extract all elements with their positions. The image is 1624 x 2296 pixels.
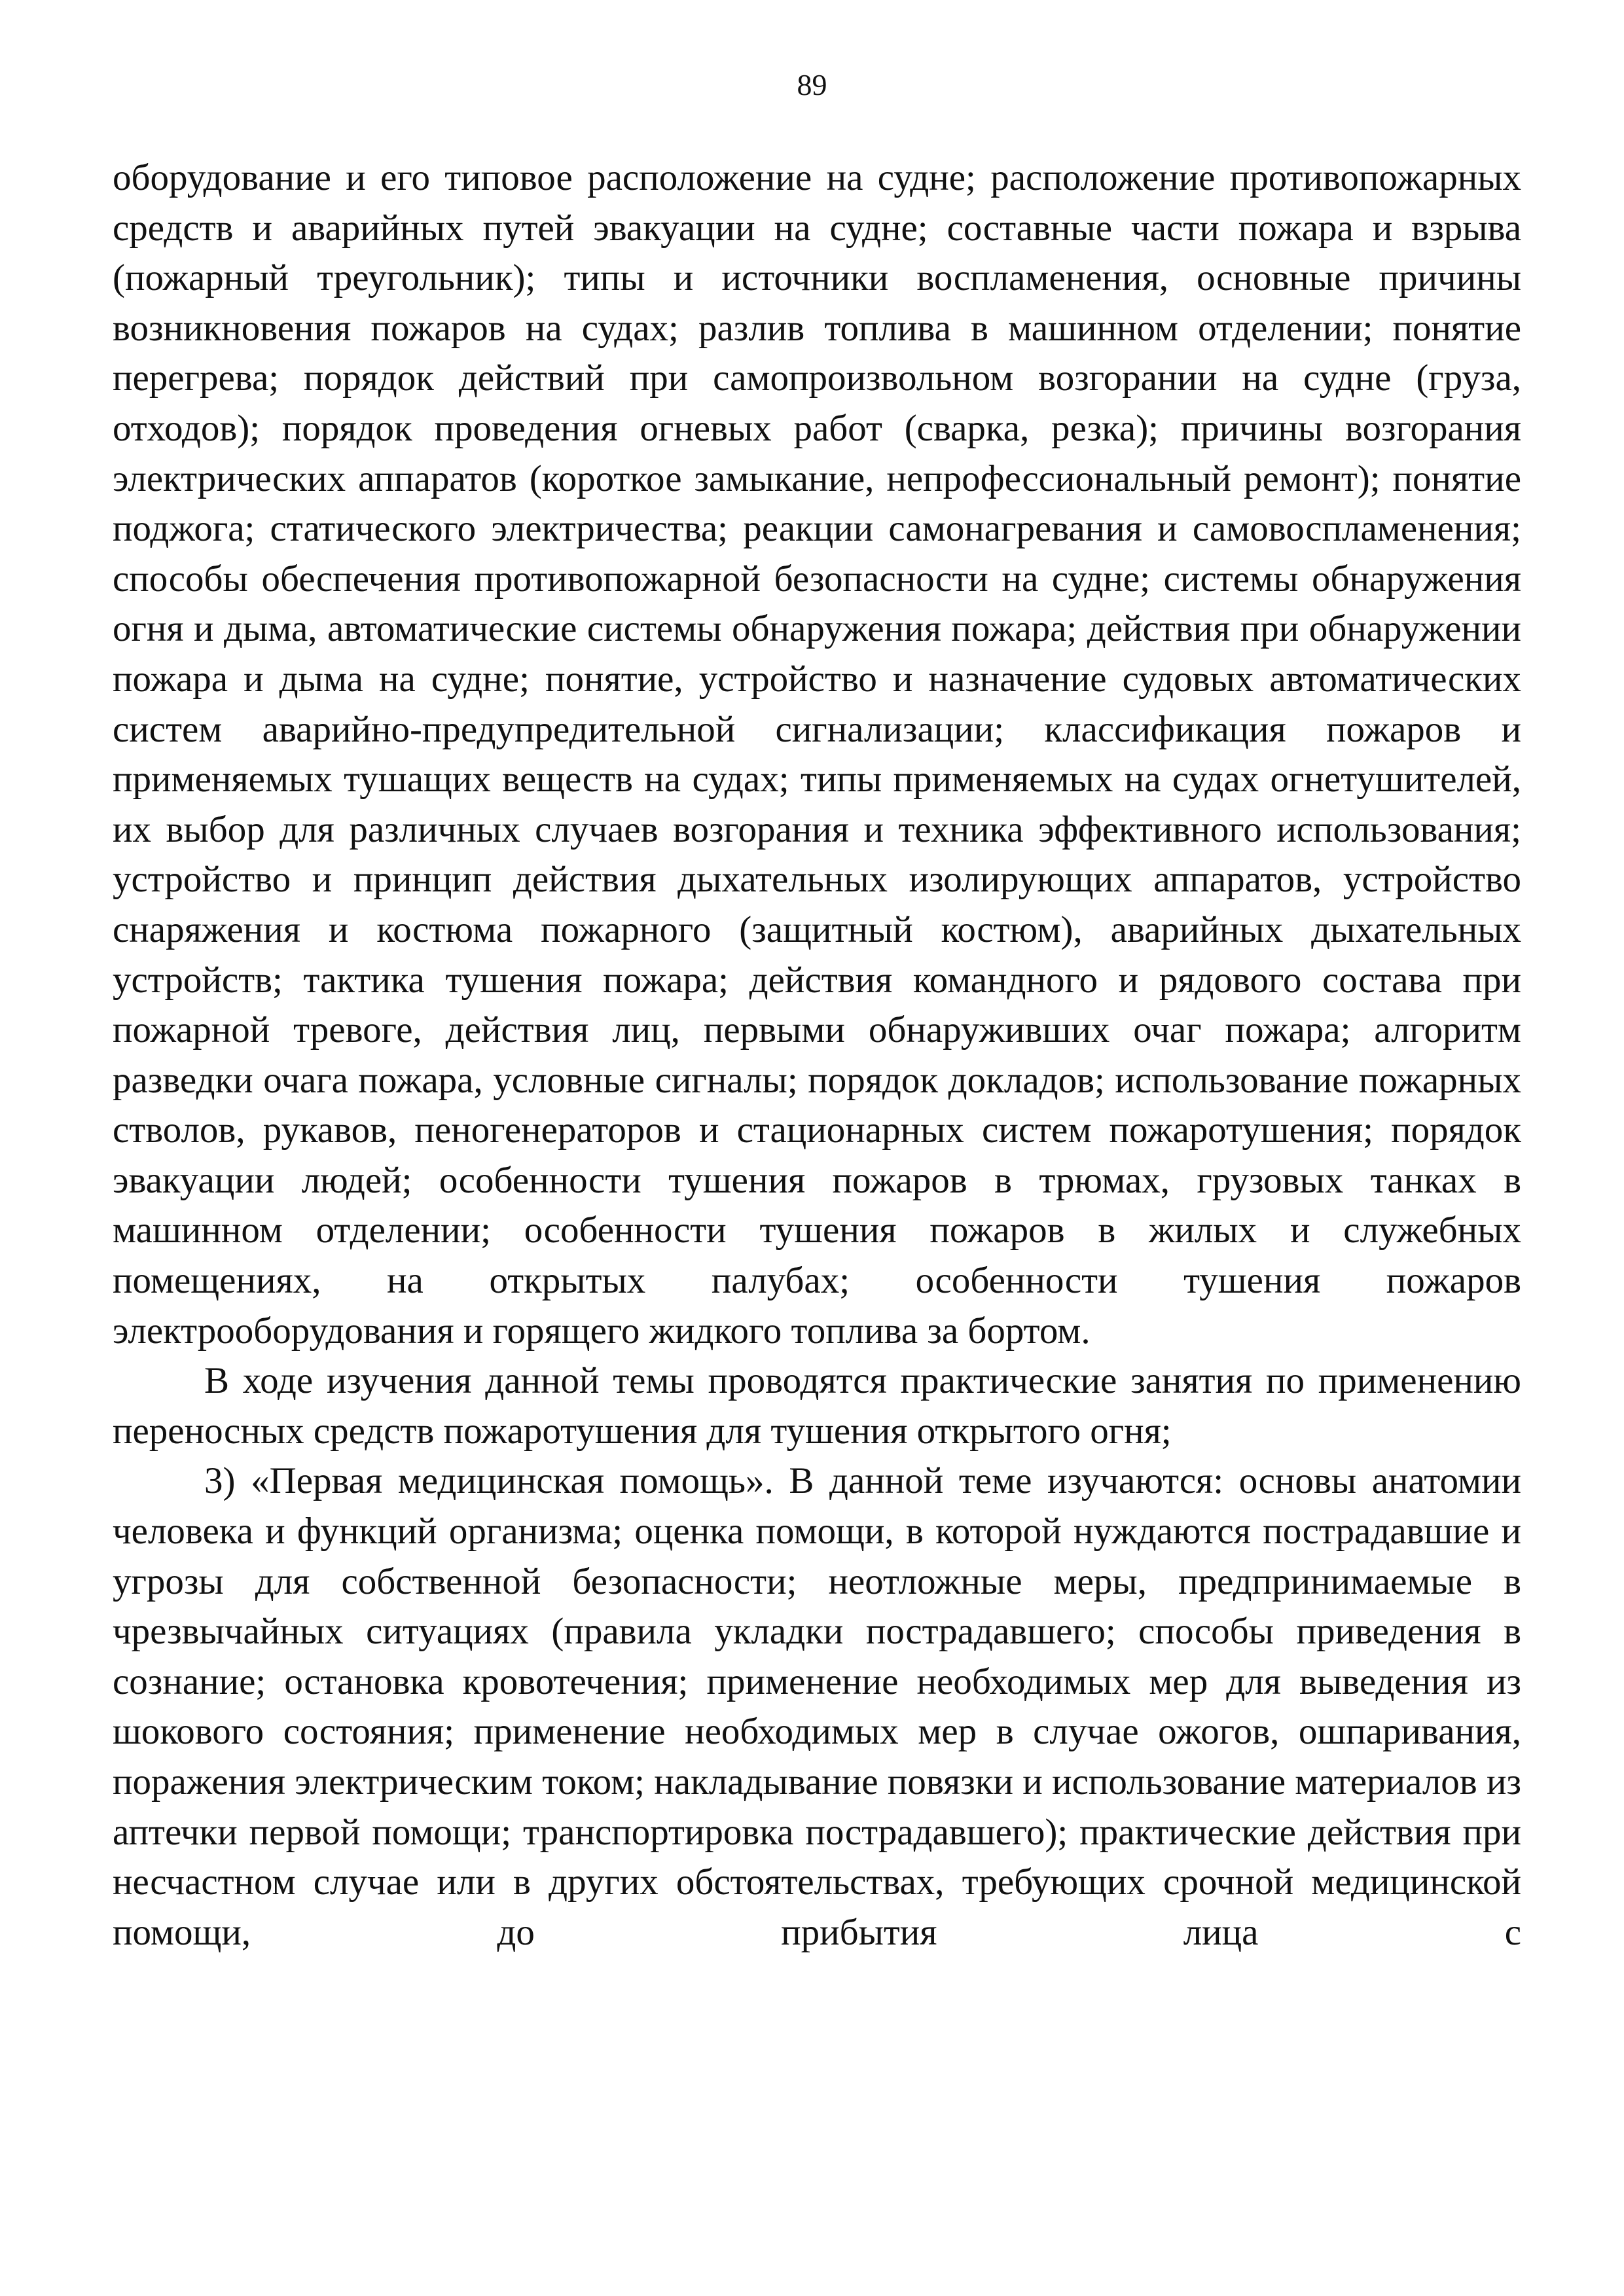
paragraph-fire-safety-topics: оборудование и его типовое расположение на судне; расположение противопожарных средств и аварийных путей эвакуации на судне; составные части пожара и взрыва (пожарный треугольник); типы и источники воспламенения, основные причины возникновения пожаров на судах; разлив топлива в машинном отделении; понятие перегрева; порядок действий при самопроизвольном возгорании на судне (груза, отходов); порядок проведения огневых работ (сварка, резка); причины возгорания электрических аппаратов (короткое замыкание, непрофессиональный ремонт); понятие поджога; статического электричества; реакции самонагревания и самовоспламенения; способы обеспечения противопожарной безопасности на судне; системы обнаружения огня и дыма, автоматические системы обнаружения пожара; действия при обнаружении пожара и дыма на судне; понятие, устройство и назначение судовых автоматических систем аварийно-предупредительной сигнализации; классификация пожаров и применяемых тушащих веществ на судах; типы применяемых на судах огнетушителей, их выбор для различных случаев возгорания и техника эффективного использования; устройство и принцип действия дыхательных изолирующих аппаратов, устройство снаряжения и костюма пожарного (защитный костюм), аварийных дыхательных устройств; тактика тушения пожара; действия командного и рядового состава при пожарной тревоге, действия лиц, первыми обнаруживших очаг пожара; алгоритм разведки очага пожара, условные сигналы; порядок докладов; использование пожарных стволов, рукавов, пеногенераторов и стационарных систем пожаротушения; порядок эвакуации людей; особенности тушения пожаров в трюмах, грузовых танках в машинном отделении; особенности тушения пожаров в жилых и служебных помещениях, на открытых палубах; особенности тушения пожаров электрооборудования и горящего жидкого топлива за бортом. xyxy=(113,157,1521,1352)
body-text xyxy=(113,153,1521,1958)
paragraph-first-aid: 3) «Первая медицинская помощь». В данной теме изучаются: основы анатомии человека и функций организма; оценка помощи, в которой нуждаются пострадавшие и угрозы для собственной безопасности; неотложные меры, предпринимаемые в чрезвычайных ситуациях (правила укладки пострадавшего; способы приведения в сознание; остановка кровотечения; применение необходимых мер для выведения из шокового состояния; применение необходимых мер в случае ожогов, ошпаривания, поражения электрическим током; накладывание повязки и использование материалов из аптечки первой помощи; транспортировка пострадавшего); практические действия при несчастном случае или в других обстоятельствах, требующих срочной медицинской помощи, до прибытия лица с xyxy=(113,1460,1521,1953)
paragraph-practical-training: В ходе изучения данной темы проводятся практические занятия по применению переносных средств пожаротушения для тушения открытого огня; xyxy=(113,1360,1521,1452)
page-number: 89 xyxy=(797,68,827,101)
